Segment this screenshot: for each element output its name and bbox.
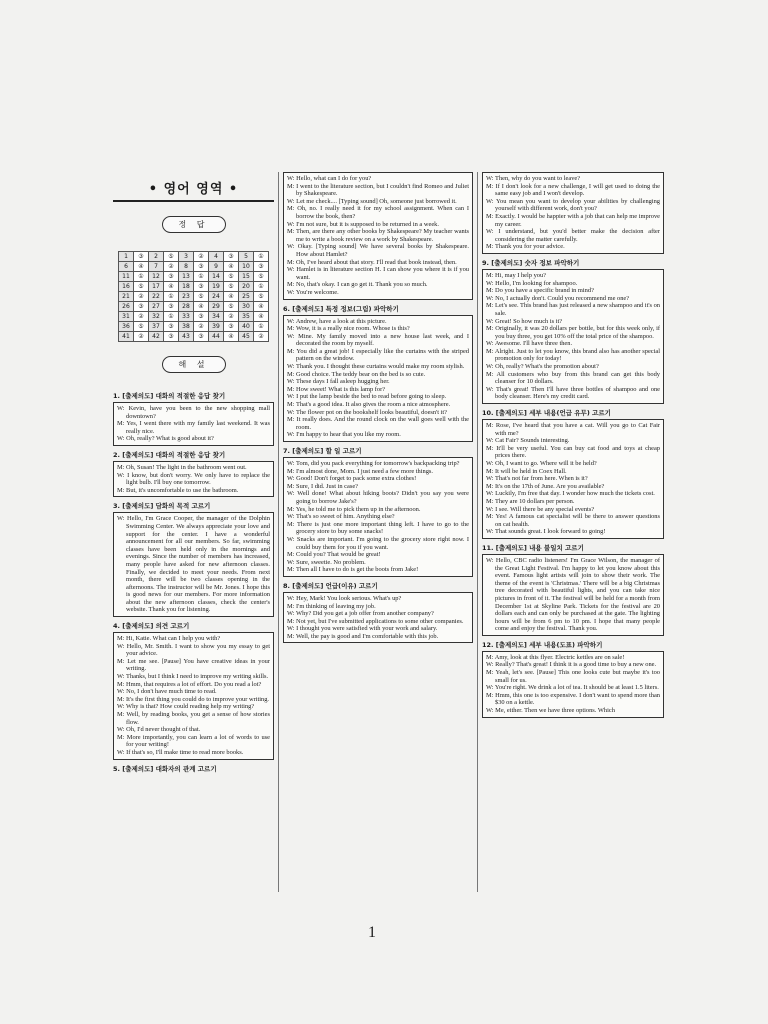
question-number-cell: 26 [119,302,134,312]
transcript-box [113,402,274,446]
explain-label: 해 설 [162,356,226,373]
answer-cell: ④ [224,332,239,342]
transcript-line: M: Let me see. [Pause] You have creative ideas in your writing. [117,657,270,673]
answer-cell: ③ [224,252,239,262]
question-number-cell: 36 [119,322,134,332]
answer-cell: ③ [164,272,179,282]
question-number-cell: 20 [239,282,254,292]
question-number-cell: 40 [239,322,254,332]
transcript-line: W: Oh, really? What is good about it? [117,435,214,443]
answer-cell: ② [194,252,209,262]
question-number-cell: 24 [209,292,224,302]
question-number-cell: 35 [239,312,254,322]
question-heading: 5. [출제의도] 대화자의 관계 고르기 [113,764,217,773]
question-heading: 2. [출제의도] 대화의 적절한 응답 찾기 [113,450,226,459]
transcript-line: M: Originally, it was 20 dollars per bottle, but for this week only, if you buy three, you get 10% off the total price of the shampoo. [486,325,660,340]
question-heading: 4. [출제의도] 의견 고르기 [113,622,190,631]
transcript-line: W: Tom, did you pack everything for tomorrow's backpacking trip? [287,460,460,467]
transcript-line: W: Then, why do you want to leave? [486,175,581,182]
answer-cell: ① [134,272,149,282]
header [113,178,274,241]
answer-cell: ④ [194,302,209,312]
question-number-cell: 44 [209,332,224,342]
transcript-line: M: That's a good idea. It also gives the room a nice atmosphere. [287,401,451,409]
transcript-line: W: I'm not sure, but it is supposed to be returned in a week. [287,220,439,228]
transcript-line: W: That's great! Then I'll have three bottles of shampoo and one body cleanser. Here's my credit card. [486,385,660,401]
transcript-line: M: Let's see. This brand has just released a new shampoo and it's on sale. [486,302,660,317]
transcript-line: M: I'm thinking of leaving my job. [287,602,376,610]
answer-cell: ③ [194,312,209,322]
column-2 [283,172,473,647]
answer-cell: ① [254,252,269,262]
question-number-cell: 34 [209,312,224,322]
answer-cell: ② [134,312,149,322]
column-1 [113,178,274,775]
question-number-cell: 9 [209,262,224,272]
transcript-line: W: I'm happy to hear that you like my room. [287,431,401,439]
question-number-cell: 28 [179,302,194,312]
transcript-line: M: Well, the pay is good and I'm comfortable with this job. [287,632,439,640]
transcript-line: W: I thought you were satisfied with your work and salary. [287,625,438,633]
question-number-cell: 39 [209,322,224,332]
transcript-line: M: Hmm, this one is too expensive. I don't want to spend more than $30 on a kettle. [486,691,660,707]
question-number-cell: 45 [239,332,254,342]
transcript-line: W: No, I don't have much time to read. [117,688,217,696]
question-number-cell: 12 [149,272,164,282]
question-number-cell: 10 [239,262,254,272]
transcript-line: W: Why is that? How could reading help my writing? [117,703,255,711]
answer-row [119,282,269,292]
answer-cell: ⑤ [134,322,149,332]
transcript-line: W: Kevin, have you been to the new shopping mall downtown? [117,405,270,420]
question-number-cell: 14 [209,272,224,282]
transcript-box [283,172,473,300]
question-heading: 6. [출제의도] 특정 정보(그림) 파악하기 [283,304,399,313]
answer-cell: ③ [224,322,239,332]
transcript-line: W: You're right. We drink a lot of tea. It should be at least 1.5 liters. [486,684,659,692]
transcript-line: M: It'll be very useful. You can buy cat food and toys at cheap prices there. [486,444,660,460]
transcript-line: M: Yeah, let's see. [Pause] This one looks cute but maybe it's too small for us. [486,669,660,684]
answer-row [119,312,269,322]
question-heading: 8. [출제의도] 언급(이유) 고르기 [283,581,378,590]
answer-cell: ③ [164,332,179,342]
transcript-box [482,269,664,404]
question-heading: 1. [출제의도] 대화의 적절한 응답 찾기 [113,392,226,400]
transcript-line: W: Oh, really? What's the promotion about? [486,363,599,371]
transcript-line: W: Hey, Mark! You look serious. What's up? [287,594,402,602]
question-number-cell: 27 [149,302,164,312]
question-number-cell: 17 [149,282,164,292]
transcript-line: M: I went to the literature section, but I couldn't find Romeo and Juliet by Shakespeare. [287,182,469,198]
transcript-line: W: Cat Fair? Sounds interesting. [486,437,570,445]
transcript-line: M: Do you have a specific brand in mind? [486,287,594,295]
answer-cell: ② [134,332,149,342]
transcript-line: W: If that's so, I'll make time to read more books. [117,748,244,756]
answer-cell: ⑤ [224,272,239,282]
question-number-cell: 13 [179,272,194,282]
transcript-line: W: Hello, Mr. Smith. I want to show you my essay to get your advice. [117,642,270,658]
question-number-cell: 43 [179,332,194,342]
transcript-line: W: Good! Don't forget to pack some extra clothes! [287,475,417,483]
transcript-line: W: You mean you want to develop your abilities by challenging yourself with different work, don't you? [486,197,660,213]
answer-cell: ② [254,332,269,342]
column-2-body [283,172,473,643]
column-divider-2 [477,172,478,892]
transcript-line: M: Thank you for your advice. [486,243,565,251]
transcript-line: W: Hello, what can I do for you? [287,175,372,182]
question-heading: 3. [출제의도] 담화의 목적 고르기 [113,502,211,511]
transcript-box [113,461,274,497]
answer-row [119,272,269,282]
transcript-line: M: Oh, no. I really need it for my school assignment. When can I borrow the book, then? [287,205,469,220]
transcript-line: M: Not yet, but I've submitted applications to some other companies. [287,617,464,625]
transcript-line: W: That's not far from here. When is it? [486,475,588,483]
answer-cell: ③ [194,332,209,342]
transcript-line: W: Me, either. Then we have three options. Which [486,707,615,715]
transcript-line: M: Hi, may I help you? [486,271,546,279]
answer-cell: ⑤ [254,272,269,282]
transcript-line: M: If I don't look for a new challenge, I will get used to doing the same easy job and I won't develop. [486,182,660,198]
question-heading: 12. [출제의도] 세부 내용(도표) 파악하기 [482,640,603,649]
question-number-cell: 33 [179,312,194,322]
section-title: • 영어 영역 • [113,178,274,202]
answer-cell: ② [194,322,209,332]
answer-row [119,252,269,262]
transcript-box [113,632,274,760]
transcript-line: M: More importantly, you can learn a lot of words to use for your writing! [117,733,270,749]
question-number-cell: 1 [119,252,134,262]
question-number-cell: 7 [149,262,164,272]
transcript-line: M: Sure, I did. Just in case? [287,482,358,490]
transcript-line: W: Okay. [Typing sound] We have several books by Shakespeare. How about Hamlet? [287,243,469,258]
answer-cell: ④ [134,262,149,272]
question-heading: 11. [출제의도] 내용 불일치 고르기 [482,543,584,552]
column-1-body [113,391,274,773]
page-number: 1 [368,924,376,941]
transcript-line: M: No, that's okay. I can go get it. Thank you so much. [287,281,428,289]
transcript-line: M: It's on the 17th of June. Are you available? [486,482,605,490]
transcript-line: M: Hmm, that requires a lot of effort. Do you read a lot? [117,680,262,688]
transcript-line: M: You did a great job! I especially like the curtains with the striped pattern on the window. [287,347,469,363]
transcript-line: M: I'm almost done, Mom. I just need a few more things. [287,467,433,475]
transcript-line: W: That's so sweet of him. Anything else? [287,513,395,521]
answer-cell: ② [224,312,239,322]
answer-cell: ① [254,322,269,332]
answer-cell: ② [164,262,179,272]
transcript-line: M: Hi, Katie. What can I help you with? [117,635,221,643]
transcript-box [283,592,473,644]
transcript-box [283,315,473,443]
transcript-line: W: These days I fall asleep hugging her. [287,378,390,386]
answer-cell: ③ [134,302,149,312]
answer-row [119,322,269,332]
transcript-line: M: Well, by reading books, you get a sense of how stories flow. [117,711,270,726]
transcript-line: M: It really does. And the round clock on the wall goes well with the room. [287,416,469,431]
transcript-line: W: Thanks, but I think I need to improve my writing skills. [117,673,269,681]
transcript-line: W: No, I actually don't. Could you recommend me one? [486,294,630,302]
transcript-line: W: Luckily, I'm free that day. I wonder how much the tickets cost. [486,490,655,498]
transcript-line: W: Thank you. I thought these curtains would make my room stylish. [287,363,465,371]
question-number-cell: 23 [179,292,194,302]
answer-cell: ③ [164,322,179,332]
transcript-line: W: I understand, but you'd better make the decision after considering the matter carefully. [486,228,660,243]
question-number-cell: 32 [149,312,164,322]
transcript-line: M: Amy, look at this flyer. Electric kettles are on sale! [486,653,625,661]
answer-row [119,332,269,342]
transcript-line: W: Oh, I want to go. Where will it be held? [486,460,597,467]
answer-cell: ③ [194,282,209,292]
transcript-line: W: Snacks are important. I'm going to the grocery store right now. I could buy them for you if you want. [287,535,469,551]
question-number-cell: 2 [149,252,164,262]
transcript-line: W: I put the lamp beside the bed to read before going to sleep. [287,393,447,401]
question-number-cell: 6 [119,262,134,272]
transcript-line: M: Yes! A famous cat specialist will be there to answer questions on cat health. [486,513,660,528]
transcript-line: M: Yes, he told me to pick them up in the afternoon. [287,505,421,513]
transcript-line: W: Hello, I'm Grace Cooper, the manager of the Dolphin Swimming Center. We always appreciate your love and support for the center. I have a wonderful announcement for all our members. So far, swimming classes have been held only in the mornings and evenings. Since the number of members has increased, many people have asked for new afternoon classes. Finally, we decided to meet your needs. From next month, there will be two classes opening in the afternoons. The instructor will be Mr. Jones. I hope this is good news for our members. For more information about the new afternoon classes, check the center's website. Thank you for listening. [117,515,270,614]
question-number-cell: 11 [119,272,134,282]
answers-label: 정 답 [162,216,226,233]
transcript-line: M: But, it's uncomfortable to use the bathroom. [117,486,239,494]
answer-cell: ⑤ [224,282,239,292]
transcript-line: M: Could you? That would be great! [287,551,381,559]
transcript-line: W: Mine. My family moved into a new house last week, and I decorated the room by myself. [287,332,469,348]
transcript-line: W: That sounds great. I look forward to going! [486,528,606,536]
transcript-line: M: Oh, Susan! The light in the bathroom went out. [117,463,247,471]
transcript-line: M: Then, are there any other books by Shakespeare? My teacher wants me to write a book review on a work by Shakespeare. [287,228,469,243]
question-number-cell: 18 [179,282,194,292]
question-number-cell: 22 [149,292,164,302]
answer-cell: ③ [164,302,179,312]
transcript-box [482,172,664,254]
question-number-cell: 21 [119,292,134,302]
column-3 [482,172,664,722]
transcript-line: M: They are 10 dollars per person. [486,497,575,505]
transcript-line: W: Awesome. I'll have three then. [486,340,573,348]
answer-row [119,292,269,302]
answer-cell: ⑤ [224,302,239,312]
question-number-cell: 19 [209,282,224,292]
question-number-cell: 41 [119,332,134,342]
transcript-line: M: Alright. Just to let you know, this brand also has another special promotion only for today! [486,347,660,363]
question-number-cell: 8 [179,262,194,272]
transcript-line: W: Why? Did you get a job offer from another company? [287,610,434,618]
transcript-line: W: Hello, I'm looking for shampoo. [486,279,578,287]
transcript-line: W: Well done! What about hiking boots? Didn't you say you were going to borrow Jake's? [287,490,469,505]
transcript-line: M: Yes, I went there with my family last weekend. It was really nice. [117,420,270,435]
column-3-body [482,172,664,718]
answer-cell: ④ [254,312,269,322]
question-number-cell: 16 [119,282,134,292]
question-heading: 10. [출제의도] 세부 내용(언급 유무) 고르기 [482,409,611,418]
answer-cell: ③ [134,252,149,262]
answer-cell: ① [254,282,269,292]
transcript-line: M: Rose, I've heard that you have a cat. Will you go to Cat Fair with me? [486,422,660,437]
transcript-line: M: Then all I have to do is get the boots from Jake! [287,566,419,574]
question-number-cell: 30 [239,302,254,312]
answer-cell: ① [164,312,179,322]
question-number-cell: 38 [179,322,194,332]
answer-cell: ④ [164,282,179,292]
answer-cell: ⑤ [134,282,149,292]
transcript-line: M: Exactly. I would be happier with a job that can help me improve my career. [486,212,660,228]
transcript-line: W: Sure, sweetie. No problem. [287,558,366,566]
transcript-line: W: I know, but don't worry. We only have to replace the light bulb. I'll buy one tomorrow. [117,471,270,487]
question-number-cell: 15 [239,272,254,282]
answer-cell: ③ [254,262,269,272]
answer-cell: ② [134,292,149,302]
transcript-line: W: You're welcome. [287,288,339,296]
transcript-line: W: Let me check.... [Typing sound] Oh, someone just borrowed it. [287,197,457,205]
question-number-cell: 5 [239,252,254,262]
answer-cell: ③ [194,262,209,272]
transcript-box [283,457,473,577]
question-number-cell: 25 [239,292,254,302]
answer-cell: ① [164,292,179,302]
answer-cell: ④ [224,292,239,302]
transcript-line: M: There is just one more important thing left. I have to go to the grocery store to buy some snacks! [287,520,469,536]
transcript-box [482,554,664,636]
transcript-line: M: Wow, it is a really nice room. Whose is this? [287,325,410,333]
question-heading: 7. [출제의도] 할 일 고르기 [283,447,362,455]
question-number-cell: 3 [179,252,194,262]
transcript-line: W: Great! So how much is it? [486,317,563,325]
answer-cell: ④ [224,262,239,272]
question-number-cell: 31 [119,312,134,322]
answer-cell: ⑤ [254,292,269,302]
transcript-line: M: Oh, I've heard about that story. I'll read that book instead, then. [287,258,457,266]
transcript-line: W: I see. Will there be any special events? [486,505,595,513]
transcript-line: W: Hamlet is in literature section H. I can show you where it is if you want. [287,266,469,281]
transcript-line: M: It will be held in Coex Hall. [486,467,567,475]
transcript-box [482,651,664,718]
answer-cell: ④ [254,302,269,312]
question-number-cell: 4 [209,252,224,262]
transcript-box [482,419,664,539]
answer-cell: ① [194,272,209,282]
answer-cell: ⑤ [194,292,209,302]
transcript-line: M: It's the first thing you could do to improve your writing. [117,695,270,703]
transcript-line: W: Andrew, have a look at this picture. [287,317,387,325]
transcript-line: W: Oh, I'd never thought of that. [117,726,201,734]
transcript-line: W: Hello, CBC radio listeners! I'm Grace Wilson, the manager of the Great Light Festival. I'm happy to let you know about this event. Famous light artists will join to show their work. The theme of the event is 'Christmas.' There will be a big Christmas tree decorated with beautiful lights, and you can take nice pictures in front of it. The festival will be held for a month from December 1st at Skyline Park. Tickets for the festival are 20 dollars each and can only be purchased at the gate. The lighting hours will be from 6 pm to 10 pm. I hope that many people come and enjoy the festival. Thank you. [486,556,660,633]
answer-row [119,262,269,272]
answer-row [119,302,269,312]
question-number-cell: 29 [209,302,224,312]
transcript-line: M: All customers who buy from this brand can get this body cleanser for 10 dollars. [486,370,660,386]
transcript-line: M: How sweet! What is this lamp for? [287,385,386,393]
column-divider-1 [278,172,279,892]
transcript-line: W: Really? That's great! I think it is a good time to buy a new one. [486,661,657,669]
transcript-line: W: The flower pot on the bookshelf looks beautiful, doesn't it? [287,408,447,416]
answer-key-table [118,251,269,342]
question-number-cell: 42 [149,332,164,342]
answer-cell: ⑤ [164,252,179,262]
transcript-line: M: Good choice. The teddy bear on the bed is so cute. [287,370,426,378]
question-number-cell: 37 [149,322,164,332]
transcript-box [113,512,274,617]
question-heading: 9. [출제의도] 숫자 정보 파악하기 [482,258,580,267]
